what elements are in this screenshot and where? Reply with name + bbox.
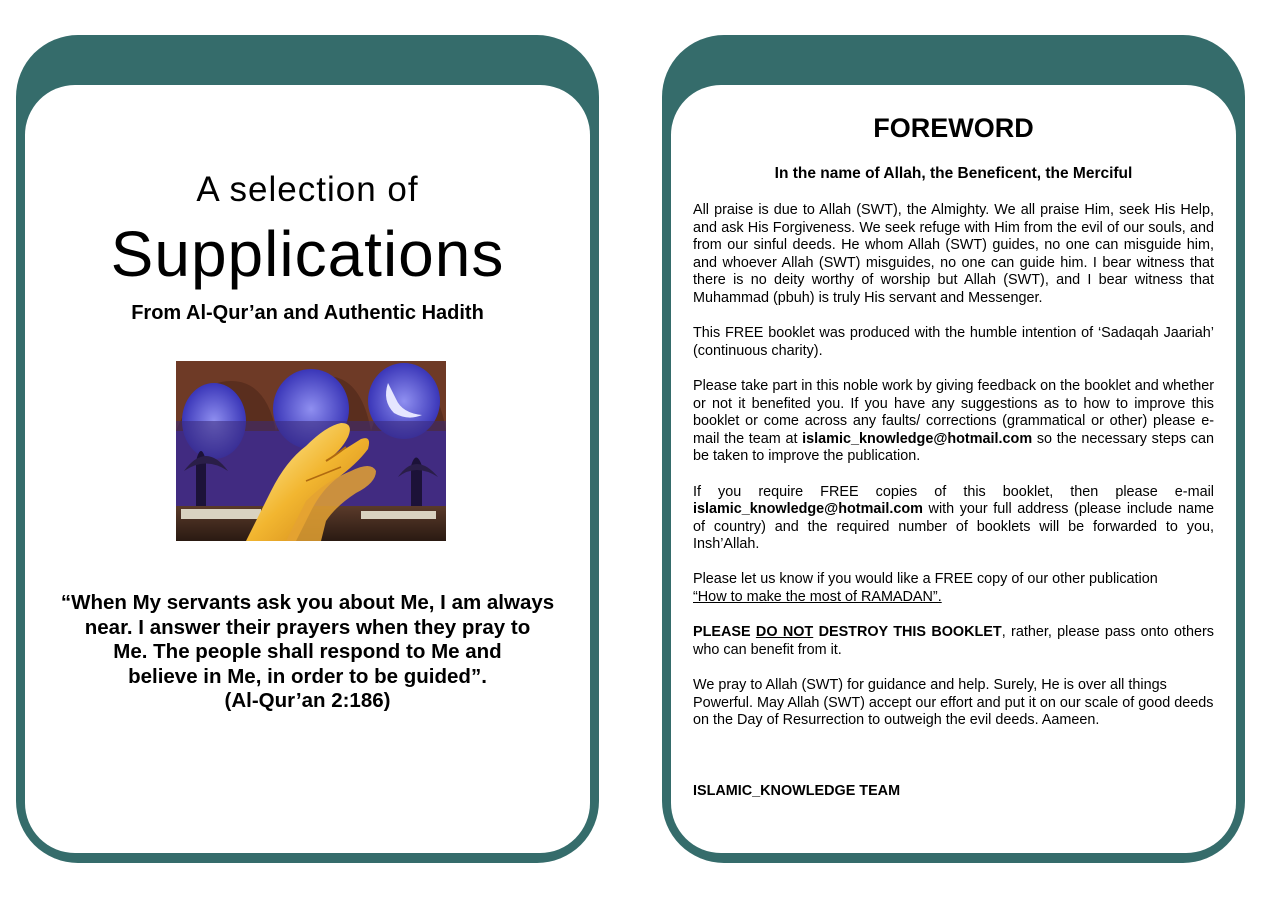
foreword-subtitle: In the name of Allah, the Beneficent, the Merciful xyxy=(774,165,1133,182)
quote-line: “When My servants ask you about Me, I am always xyxy=(60,591,555,614)
paragraph-copies: If you require FREE copies of this booklet, then please e-mail islamic_knowledge@hotmail.com with your full address (please include name of country) and the required number of booklets will be forwarded to you, Insh’Allah. xyxy=(693,483,1214,553)
paragraph-free-booklet: This FREE booklet was produced with the humble intention of ‘Sadaqah Jaariah’ (continuous charity). xyxy=(693,325,1214,359)
copies-email[interactable]: islamic_knowledge@hotmail.com xyxy=(693,501,923,518)
cover-page xyxy=(16,35,599,863)
team-signature: ISLAMIC_KNOWLEDGE TEAM xyxy=(693,783,901,799)
foreword-body xyxy=(693,202,1214,747)
quran-quote xyxy=(45,591,570,714)
foreword-page-content xyxy=(671,85,1236,853)
cover-page-content xyxy=(25,85,590,853)
booklet-title: Supplications xyxy=(110,218,505,290)
quote-line: Me. The people shall respond to Me and xyxy=(113,640,502,663)
quote-reference: (Al-Qur’an 2:186) xyxy=(224,689,391,712)
paragraph-praise: All praise is due to Allah (SWT), the Almighty. We all praise Him, seek His Help, and ask His Forgiveness. We seek refuge with Him from the evil of our souls, and from our sinful deeds. He whom Allah (SWT) guides, no one can misguide him, and whoever Allah (SWT) misguides, no one can guide him. I bear witness that there is no deity worthy of worship but Allah (SWT), and I bear witness that Muhammad (pbuh) is truly His servant and Messenger. xyxy=(693,202,1214,306)
foreword-page xyxy=(662,35,1245,863)
paragraph-other-publication: Please let us know if you would like a FREE copy of our other publication “How to make the most of RAMADAN”. xyxy=(693,571,1158,606)
booklet-subtitle: From Al-Qur’an and Authentic Hadith xyxy=(131,302,484,324)
quote-line: believe in Me, in order to be guided”. xyxy=(128,664,487,688)
quote-line: near. I answer their prayers when they pray to xyxy=(84,615,531,639)
paragraph-do-not-destroy: PLEASE DO NOT DESTROY THIS BOOKLET, rather, please pass onto others who can benefit from it. xyxy=(693,624,1215,658)
praying-hands-image xyxy=(176,361,446,541)
paragraph-prayer: We pray to Allah (SWT) for guidance and help. Surely, He is over all things Powerful. May Allah (SWT) accept our effort and put it on our scale of good deeds on the Day of Resurrection to outweigh the evil deeds. Aameen. xyxy=(693,677,1214,729)
paragraph-feedback: Please take part in this noble work by giving feedback on the booklet and whether or not it benefited you. If you have any suggestions as to how to improve this booklet or come across any faults/ corrections (grammatical or other) please e-mail the team at islamic_knowledge@hotmail.com so the necessary steps can be taken to improve the publication. xyxy=(693,377,1214,465)
feedback-email[interactable]: islamic_knowledge@hotmail.com xyxy=(802,430,1033,447)
foreword-title: FOREWORD xyxy=(873,113,1034,143)
ramadan-publication-link[interactable]: “How to make the most of RAMADAN”. xyxy=(693,589,942,606)
selection-line: A selection of xyxy=(196,170,419,209)
